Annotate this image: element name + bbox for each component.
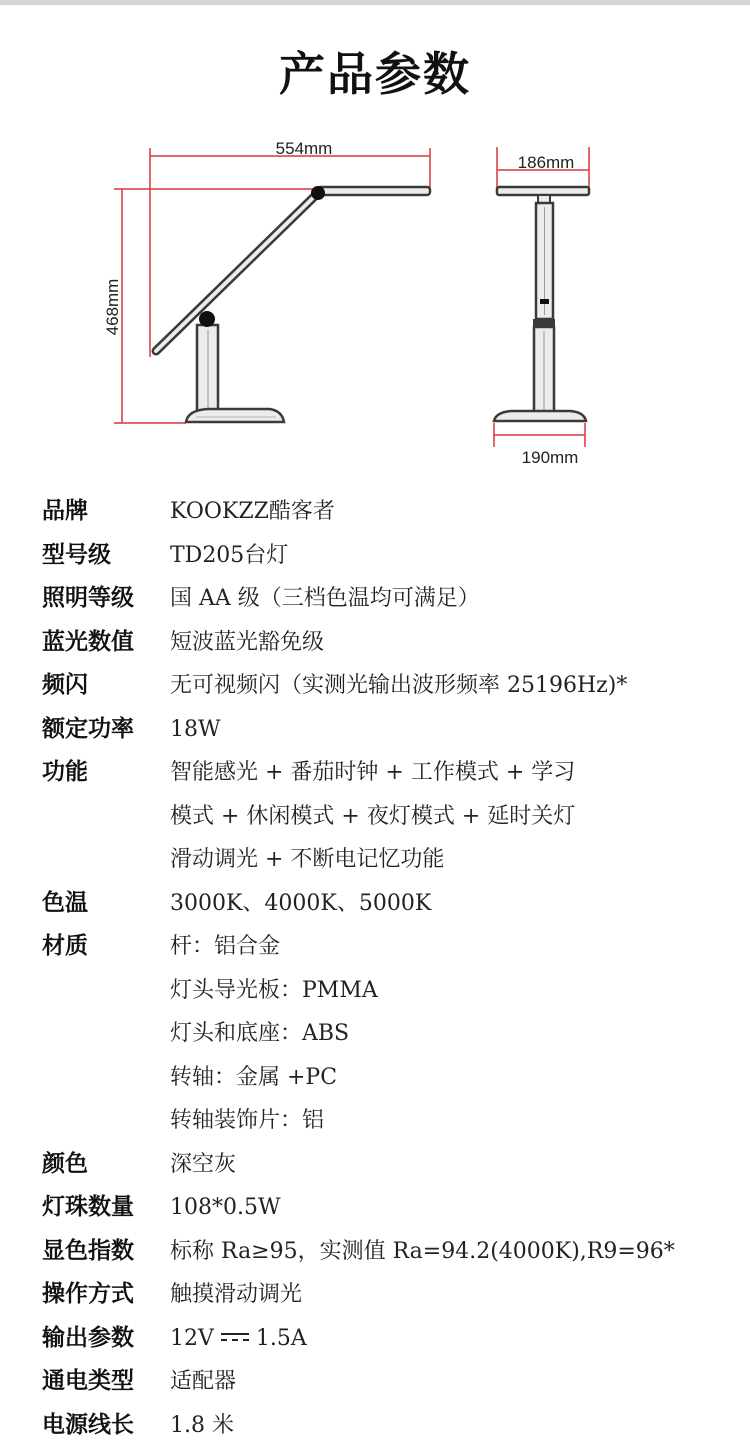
spec-label: 材质 — [42, 933, 88, 959]
spec-values — [170, 882, 730, 926]
dc-current-symbol-icon — [220, 1331, 250, 1343]
spec-value: 108*0.5W — [170, 1195, 281, 1220]
spec-label: 操作方式 — [42, 1281, 134, 1307]
spec-table — [0, 490, 750, 1447]
spec-value: 转轴：金属 +PC — [170, 1064, 338, 1090]
spec-row-color — [0, 1143, 750, 1187]
spec-label: 型号级 — [42, 541, 111, 568]
spec-values — [170, 1360, 730, 1404]
spec-label: 频闪 — [42, 672, 88, 698]
output-current: 1.5A — [255, 1325, 307, 1351]
front-head-width-label: 186mm — [517, 153, 575, 172]
spec-values — [170, 577, 730, 621]
spec-value: 转轴装饰片：铝 — [170, 1108, 325, 1133]
spec-label: 额定功率 — [42, 715, 134, 742]
spec-row-operation — [0, 1273, 750, 1317]
spec-label: 通电类型 — [42, 1368, 134, 1394]
spec-value: 无可视频闪（实测光输出波形频率 25196Hz)* — [170, 673, 628, 698]
front-lamp-illustration — [494, 187, 589, 421]
spec-values — [170, 925, 730, 1143]
spec-value: 标称 Ra≥95，实测值 Ra=94.2(4000K),R9=96* — [170, 1238, 675, 1264]
spec-row-brand — [0, 490, 750, 534]
spec-value: 滑动调光 + 不断电记忆功能 — [170, 847, 445, 872]
spec-values — [170, 1230, 730, 1274]
spec-label: 功能 — [42, 759, 88, 785]
spec-values — [170, 664, 730, 708]
spec-value: 灯头导光板：PMMA — [170, 977, 378, 1003]
spec-values — [170, 751, 730, 882]
dimension-diagram — [0, 125, 750, 475]
spec-row-output — [0, 1317, 750, 1361]
spec-value: 适配器 — [170, 1369, 237, 1394]
spec-row-cord-length — [0, 1404, 750, 1448]
front-base-width-label: 190mm — [521, 448, 579, 467]
side-lamp-illustration — [156, 186, 430, 422]
side-width-label: 554mm — [275, 139, 333, 158]
spec-value: 3000K、4000K、5000K — [170, 890, 432, 916]
spec-values — [170, 1404, 730, 1448]
spec-row-rated-power — [0, 708, 750, 752]
spec-label: 品牌 — [42, 498, 88, 524]
spec-row-color-temperature — [0, 882, 750, 926]
spec-value: 灯头和底座：ABS — [170, 1021, 350, 1046]
spec-row-cri — [0, 1230, 750, 1274]
spec-row-led-count — [0, 1186, 750, 1230]
spec-values — [170, 621, 730, 665]
spec-values — [170, 708, 730, 752]
spec-values — [170, 1186, 730, 1230]
spec-values — [170, 490, 730, 534]
spec-values — [170, 534, 730, 578]
spec-row-model — [0, 534, 750, 578]
spec-value: 短波蓝光豁免级 — [170, 629, 325, 655]
spec-value: TD205台灯 — [170, 542, 289, 568]
spec-value: 1.8 米 — [170, 1412, 234, 1438]
spec-label: 灯珠数量 — [42, 1194, 134, 1220]
spec-value: 智能感光 + 番茄时钟 + 工作模式 + 学习 — [170, 760, 576, 785]
side-view — [103, 139, 430, 423]
spec-label: 输出参数 — [42, 1324, 134, 1351]
spec-row-material — [0, 925, 750, 1143]
spec-label: 显色指数 — [42, 1237, 134, 1264]
spec-row-flicker — [0, 664, 750, 708]
spec-values — [170, 1143, 730, 1187]
spec-values — [170, 1317, 730, 1361]
spec-row-functions — [0, 751, 750, 882]
spec-value: KOOKZZ酷客者 — [170, 499, 335, 524]
spec-values — [170, 1273, 730, 1317]
page-title: 产品参数 — [279, 47, 471, 101]
top-divider — [0, 0, 750, 5]
side-height-label: 468mm — [103, 278, 122, 336]
front-view — [494, 147, 589, 467]
spec-row-power-type — [0, 1360, 750, 1404]
spec-value: 模式 + 休闲模式 + 夜灯模式 + 延时关灯 — [170, 803, 576, 829]
spec-label: 颜色 — [42, 1150, 88, 1177]
spec-label: 照明等级 — [42, 585, 134, 611]
spec-label: 色温 — [42, 889, 88, 916]
spec-value: 深空灰 — [170, 1151, 237, 1177]
spec-row-lighting-grade — [0, 577, 750, 621]
spec-value — [170, 1317, 730, 1361]
spec-row-blue-light — [0, 621, 750, 665]
spec-value: 触摸滑动调光 — [170, 1282, 303, 1307]
spec-value: 杆：铝合金 — [170, 934, 281, 959]
spec-label: 蓝光数值 — [42, 628, 134, 655]
spec-label: 电源线长 — [42, 1411, 134, 1438]
spec-value: 18W — [170, 716, 221, 742]
spec-value: 国 AA 级（三档色温均可满足） — [170, 586, 480, 611]
output-voltage: 12V — [170, 1325, 214, 1351]
